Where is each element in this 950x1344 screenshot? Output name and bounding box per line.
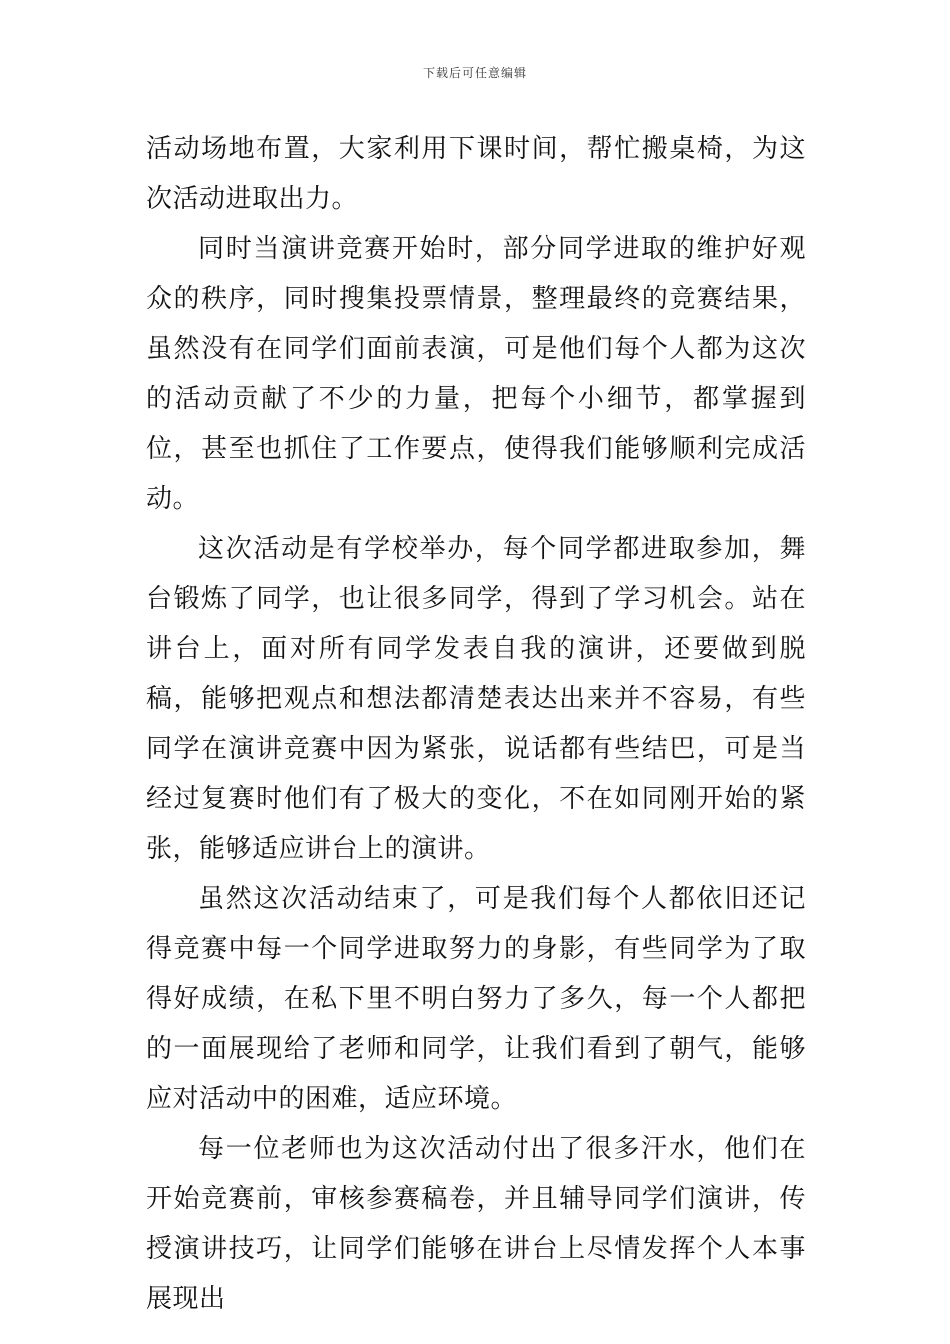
document-body [146, 124, 806, 1324]
paragraph-4: 虽然这次活动结束了，可是我们每个人都依旧还记得竞赛中每一个同学进取努力的身影，有些同学为了取得好成绩，在私下里不明白努力了多久，每一个人都把的一面展现给了老师和同学，让我们看到了朝气，能够应对活动中的困难，适应环境。 [146, 884, 806, 1114]
paragraph-2: 同时当演讲竞赛开始时，部分同学进取的维护好观众的秩序，同时搜集投票情景，整理最终的竞赛结果，虽然没有在同学们面前表演，可是他们每个人都为这次的活动贡献了不少的力量，把每个小细节，都掌握到位，甚至也抓住了工作要点，使得我们能够顺利完成活动。 [146, 234, 806, 514]
paragraph-3: 这次活动是有学校举办，每个同学都进取参加，舞台锻炼了同学，也让很多同学，得到了学习机会。站在讲台上，面对所有同学发表自我的演讲，还要做到脱稿，能够把观点和想法都清楚表达出来并不容易，有些同学在演讲竞赛中因为紧张，说话都有些结巴，可是当经过复赛时他们有了极大的变化，不在如同刚开始的紧张，能够适应讲台上的演讲。 [146, 534, 806, 864]
paragraph-1: 活动场地布置，大家利用下课时间，帮忙搬桌椅，为这次活动进取出力。 [146, 134, 806, 214]
page-header-note: 下载后可任意编辑 [422, 66, 527, 80]
paragraph-5: 每一位老师也为这次活动付出了很多汗水，他们在开始竞赛前，审核参赛稿卷，并且辅导同学们演讲，传授演讲技巧，让同学们能够在讲台上尽情发挥个人本事展现出 [146, 1134, 806, 1314]
